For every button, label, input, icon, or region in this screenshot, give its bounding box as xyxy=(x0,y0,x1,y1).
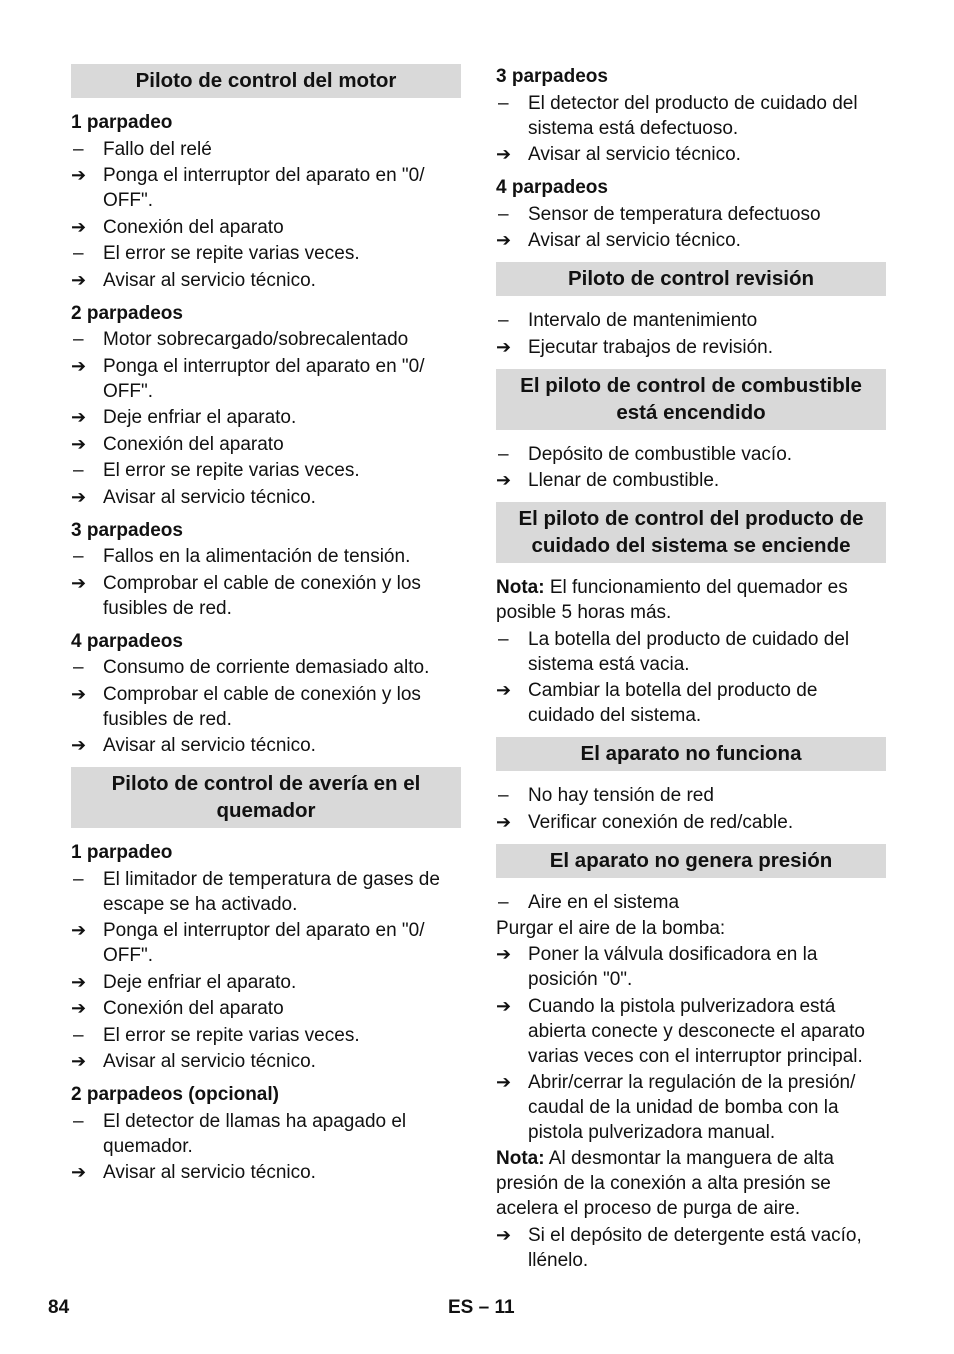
item-text: Fallo del relé xyxy=(103,138,212,160)
item-text: Ponga el interruptor del aparato en "0/ OFF". xyxy=(103,355,425,402)
item-text: Depósito de combustible vacío. xyxy=(528,443,793,465)
dash-icon: – xyxy=(73,329,84,350)
item-text: Poner la válvula dosificadora en la posición "0". xyxy=(528,944,818,990)
dash-icon: – xyxy=(73,243,84,264)
action-step xyxy=(496,994,886,1069)
item-text: Motor sobrecargado/sobrecalentado xyxy=(103,329,409,350)
arrow-right-icon: ➔ xyxy=(496,680,512,700)
dash-list-item xyxy=(71,544,461,569)
item-text: Abrir/cerrar la regulación de la presión/ caudal de la unidad de bomba con la pistola pulverizadora manual. xyxy=(528,1072,856,1143)
item-text: Deje enfriar el aparato. xyxy=(103,407,297,428)
arrow-right-icon: ➔ xyxy=(71,269,87,290)
subheading: 2 parpadeos (opcional) xyxy=(71,1084,279,1105)
item-text: Intervalo de mantenimiento xyxy=(528,310,758,331)
dash-icon: – xyxy=(498,628,509,650)
note-text: El funcionamiento del quemador es posible 5 horas más. xyxy=(496,577,848,623)
arrow-right-icon: ➔ xyxy=(71,920,87,940)
item-text: Comprobar el cable de conexión y los fusibles de red. xyxy=(103,572,421,619)
action-step xyxy=(71,215,461,240)
dash-list-item xyxy=(71,241,461,266)
item-text: Fallos en la alimentación de tensión. xyxy=(103,546,411,567)
item-text: Avisar al servicio técnico. xyxy=(103,486,316,508)
action-step xyxy=(71,1049,461,1074)
action-step xyxy=(71,682,461,732)
arrow-right-icon: ➔ xyxy=(71,355,87,376)
item-text: El detector de llamas ha apagado el quemador. xyxy=(103,1110,407,1157)
item-text: El error se repite varias veces. xyxy=(103,243,360,264)
item-text: El limitador de temperatura de gases de escape se ha activado. xyxy=(103,868,440,915)
item-text: Avisar al servicio técnico. xyxy=(103,735,316,756)
arrow-right-icon: ➔ xyxy=(71,572,87,593)
item-text: Conexión del aparato xyxy=(103,433,284,455)
arrow-right-icon: ➔ xyxy=(496,811,512,832)
action-step xyxy=(71,733,461,758)
item-text: Llenar de combustible. xyxy=(528,470,720,491)
action-step xyxy=(496,1223,886,1273)
item-text: El error se repite varias veces. xyxy=(103,1024,360,1046)
dash-list-item xyxy=(496,91,886,141)
dash-list-item xyxy=(496,627,886,677)
dash-list-item xyxy=(496,783,886,808)
dash-list-item xyxy=(496,890,886,915)
item-text: Avisar al servicio técnico. xyxy=(528,144,741,165)
action-step xyxy=(71,405,461,430)
note-paragraph xyxy=(496,1146,886,1221)
item-text: Aire en el sistema xyxy=(528,891,680,913)
note-label: Nota: xyxy=(496,1148,545,1169)
action-step xyxy=(71,268,461,293)
subheading: 4 parpadeos xyxy=(496,177,608,198)
arrow-right-icon: ➔ xyxy=(71,683,87,704)
item-text: El detector del producto de cuidado del sistema está defectuoso. xyxy=(528,92,858,139)
action-step xyxy=(71,996,461,1021)
dash-icon: – xyxy=(73,1024,84,1046)
action-step xyxy=(71,432,461,457)
section-title: Piloto de control de avería en el quemador xyxy=(71,767,461,828)
action-step xyxy=(71,485,461,510)
item-text: Avisar al servicio técnico. xyxy=(528,230,741,251)
arrow-right-icon: ➔ xyxy=(71,407,87,427)
arrow-right-icon: ➔ xyxy=(496,944,512,964)
action-step xyxy=(496,335,886,360)
item-text: Ejecutar trabajos de revisión. xyxy=(528,336,774,358)
section-title: El aparato no funciona xyxy=(496,737,886,771)
subheading: 3 parpadeos xyxy=(71,519,183,541)
dash-list-item xyxy=(71,458,461,483)
item-text: Avisar al servicio técnico. xyxy=(103,1162,316,1183)
arrow-right-icon: ➔ xyxy=(71,1051,87,1071)
item-text: Comprobar el cable de conexión y los fusibles de red. xyxy=(103,683,421,730)
note-label: Nota: xyxy=(496,577,545,598)
arrow-right-icon: ➔ xyxy=(496,470,512,490)
item-text: Sensor de temperatura defectuoso xyxy=(528,203,821,225)
arrow-right-icon: ➔ xyxy=(71,486,87,507)
arrow-right-icon: ➔ xyxy=(71,216,87,237)
item-text: Avisar al servicio técnico. xyxy=(103,269,316,291)
arrow-right-icon: ➔ xyxy=(496,144,512,164)
action-step xyxy=(496,942,886,992)
item-text: Conexión del aparato xyxy=(103,998,284,1019)
arrow-right-icon: ➔ xyxy=(496,1072,512,1092)
action-step xyxy=(71,571,461,621)
action-step xyxy=(71,918,461,968)
subheading: 1 parpadeo xyxy=(71,112,173,133)
section-title: El aparato no genera presión xyxy=(496,844,886,878)
dash-icon: – xyxy=(498,92,509,114)
item-text: Cuando la pistola pulverizadora está abierta conecte y desconecte el aparato varias veces con el interruptor principal. xyxy=(528,995,865,1067)
dash-list-item xyxy=(71,1109,461,1159)
item-text: Consumo de corriente demasiado alto. xyxy=(103,657,430,678)
left-column xyxy=(71,64,461,1185)
right-column xyxy=(496,64,886,1273)
dash-icon: – xyxy=(498,443,509,465)
action-step xyxy=(71,163,461,213)
dash-list-item xyxy=(496,308,886,333)
item-text: Si el depósito de detergente está vacío, llénelo. xyxy=(528,1224,862,1271)
arrow-right-icon: ➔ xyxy=(496,230,512,250)
dash-icon: – xyxy=(73,138,84,160)
note-text: Al desmontar la manguera de alta presión de la conexión a alta presión se acelera el proceso de purga de aire. xyxy=(496,1148,834,1219)
item-text: Cambiar la botella del producto de cuidado del sistema. xyxy=(528,680,818,726)
paragraph: Purgar el aire de la bomba: xyxy=(496,917,726,939)
subheading: 3 parpadeos xyxy=(496,66,608,87)
action-step xyxy=(496,1070,886,1145)
arrow-right-icon: ➔ xyxy=(71,165,87,185)
section-title: Piloto de control del motor xyxy=(71,64,461,98)
dash-list-item xyxy=(71,1023,461,1048)
item-text: Ponga el interruptor del aparato en "0/ OFF". xyxy=(103,920,425,966)
action-step xyxy=(496,142,886,167)
arrow-right-icon: ➔ xyxy=(71,1162,87,1182)
action-step xyxy=(496,228,886,253)
arrow-right-icon: ➔ xyxy=(71,998,87,1018)
dash-list-item xyxy=(71,655,461,680)
item-text: Ponga el interruptor del aparato en "0/ OFF". xyxy=(103,165,425,211)
dash-icon: – xyxy=(498,785,509,806)
dash-icon: – xyxy=(498,203,509,225)
dash-icon: – xyxy=(73,1110,84,1132)
dash-icon: – xyxy=(73,460,84,481)
dash-list-item xyxy=(496,442,886,467)
arrow-right-icon: ➔ xyxy=(496,995,512,1016)
dash-list-item xyxy=(71,327,461,352)
subheading: 2 parpadeos xyxy=(71,302,183,324)
section-title: Piloto de control revisión xyxy=(496,262,886,296)
subheading: 1 parpadeo xyxy=(71,842,173,863)
dash-icon: – xyxy=(73,868,84,890)
action-step xyxy=(496,810,886,835)
item-text: Deje enfriar el aparato. xyxy=(103,971,297,993)
action-step xyxy=(496,468,886,493)
dash-icon: – xyxy=(498,891,509,913)
arrow-right-icon: ➔ xyxy=(496,336,512,357)
dash-icon: – xyxy=(73,657,84,678)
language-page-label: ES – 11 xyxy=(448,1297,515,1318)
item-text: La botella del producto de cuidado del sistema está vacia. xyxy=(528,628,850,675)
subheading: 4 parpadeos xyxy=(71,630,183,652)
dash-list-item xyxy=(71,867,461,917)
item-text: Avisar al servicio técnico. xyxy=(103,1051,316,1072)
page-number: 84 xyxy=(48,1297,70,1318)
item-text: Conexión del aparato xyxy=(103,216,284,238)
action-step xyxy=(496,678,886,728)
action-step xyxy=(71,970,461,995)
section-title: El piloto de control de combustible está encendido xyxy=(496,369,886,430)
section-title: El piloto de control del producto de cuidado del sistema se enciende xyxy=(496,502,886,563)
arrow-right-icon: ➔ xyxy=(71,433,87,454)
action-step xyxy=(71,1160,461,1185)
dash-list-item xyxy=(496,202,886,227)
item-text: No hay tensión de red xyxy=(528,785,714,806)
arrow-right-icon: ➔ xyxy=(71,971,87,992)
dash-list-item xyxy=(71,137,461,162)
note-paragraph xyxy=(496,575,886,625)
action-step xyxy=(71,354,461,404)
item-text: Verificar conexión de red/cable. xyxy=(528,811,794,833)
dash-icon: – xyxy=(498,310,509,331)
arrow-right-icon: ➔ xyxy=(71,735,87,755)
arrow-right-icon: ➔ xyxy=(496,1224,512,1245)
item-text: El error se repite varias veces. xyxy=(103,460,360,481)
dash-icon: – xyxy=(73,546,84,567)
